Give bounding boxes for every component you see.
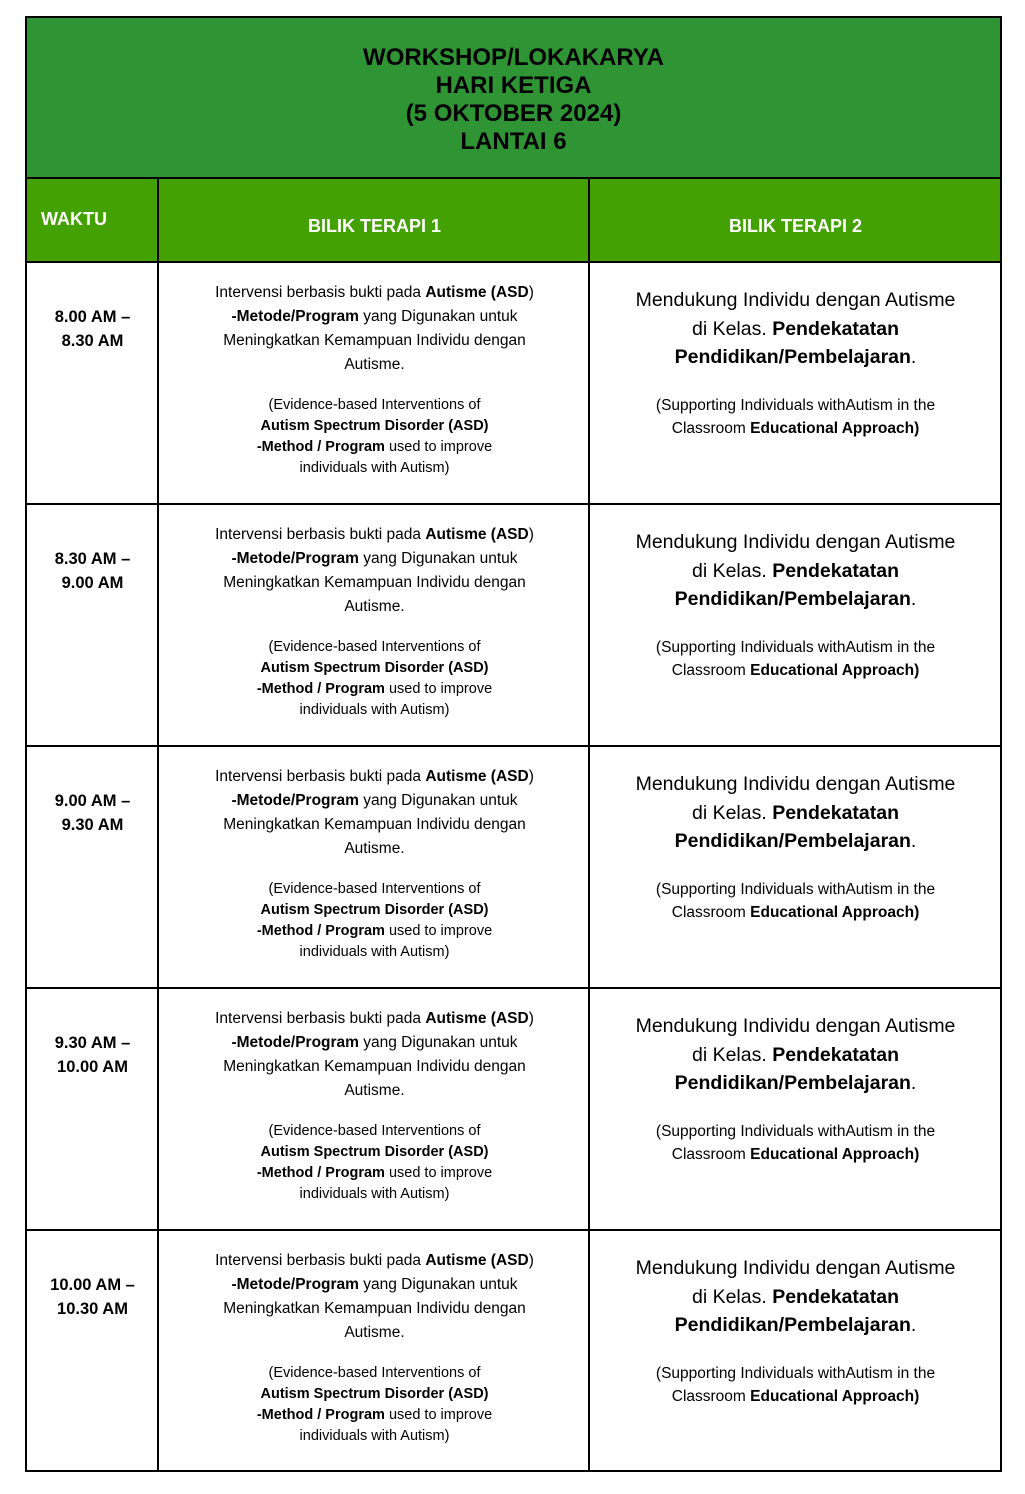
bilik2-text-part: di Kelas. [691,801,773,824]
time-end: 10.30 AM [57,1300,128,1318]
bilik1-text-part: Meningkatkan Kemampuan Individu dengan [223,332,526,349]
time-start: 9.00 AM – [54,792,131,810]
column-divider-1 [157,179,159,1470]
bilik1-text-part: ) [528,1010,534,1027]
time-end: 10.00 AM [57,1058,128,1076]
bilik2-en-part: Classroom [671,1387,751,1405]
bilik2-en-part: Classroom [671,661,751,679]
bilik-terapi-1-cell [160,1231,589,1471]
bilik2-en-part: Classroom [671,903,751,921]
bilik2-en-bold: Educational Approach) [750,1145,920,1163]
bilik1-text-part: yang Digunakan untuk [358,792,518,809]
time-start: 8.00 AM – [54,308,131,326]
bilik1-text-part: Intervensi berbasis bukti pada [215,1252,426,1269]
bilik2-text-bold: Pendekatatan [772,1285,900,1308]
bilik2-text-part: di Kelas. [691,317,773,340]
bilik-terapi-1-cell [160,989,589,1229]
bilik1-en-bold: -Method / Program [256,923,385,939]
bilik2-english-text [591,878,1000,924]
bilik2-text-bold: Pendekatatan [772,801,900,824]
time-cell [27,747,158,987]
bilik1-text-part: yang Digunakan untuk [358,1276,518,1293]
time-start: 8.30 AM – [54,550,131,568]
bilik2-english-text [591,394,1000,440]
bilik1-en-bold: Autism Spectrum Disorder (ASD) [260,1386,489,1402]
time-end: 9.00 AM [61,574,124,592]
bilik1-en-part: (Evidence-based Interventions of [268,639,481,655]
bilik1-english-text [160,879,589,963]
bilik2-en-bold: Educational Approach) [750,903,920,921]
bilik2-text-bold: Pendekatatan [772,1043,900,1066]
bilik2-en-part: Classroom [671,1145,751,1163]
bilik1-en-bold: Autism Spectrum Disorder (ASD) [260,418,489,434]
bilik2-en-part: (Supporting Individuals withAutism in the [655,638,936,656]
bilik1-text-part: Autisme. [344,598,405,615]
title-line-1: WORKSHOP/LOKAKARYA [363,43,664,71]
schedule-table [25,16,1002,1472]
bilik2-indonesian-text [591,1254,1000,1340]
table-row [27,505,1000,747]
bilik1-en-bold: -Method / Program [256,439,385,455]
bilik2-text-part: Mendukung Individu dengan Autisme [635,1015,956,1037]
bilik2-text-part: . [910,830,917,852]
bilik2-text-part: . [910,346,917,368]
bilik1-en-part: individuals with Autism) [299,1428,450,1444]
bilik2-text-part: . [910,588,917,610]
bilik2-indonesian-text [591,1012,1000,1098]
bilik1-en-bold: Autism Spectrum Disorder (ASD) [260,660,489,676]
bilik2-text-bold: Pendidikan/Pembelajaran [674,1314,911,1336]
bilik2-text-bold: Pendidikan/Pembelajaran [674,346,911,368]
time-start: 9.30 AM – [54,1034,131,1052]
header-bilik-terapi-2-label: BILIK TERAPI 2 [728,215,862,236]
bilik1-en-part: used to improve [384,923,493,939]
bilik2-text-part: Mendukung Individu dengan Autisme [635,1257,956,1279]
header-waktu: WAKTU [41,209,107,229]
bilik1-text-bold: -Metode/Program [231,308,359,325]
bilik1-indonesian-text [160,281,589,377]
bilik1-en-bold: Autism Spectrum Disorder (ASD) [260,902,489,918]
bilik1-text-bold: Autisme (ASD [425,526,529,543]
bilik1-en-bold: -Method / Program [256,681,385,697]
bilik1-en-part: (Evidence-based Interventions of [268,397,481,413]
title-line-3: (5 OKTOBER 2024) [405,99,622,127]
bilik1-text-bold: Autisme (ASD [425,1010,529,1027]
bilik1-text-part: Meningkatkan Kemampuan Individu dengan [223,574,526,591]
bilik2-text-part: di Kelas. [691,559,773,582]
bilik2-english-text [591,1362,1000,1408]
title-band [27,18,1000,179]
bilik2-english-text [591,1120,1000,1166]
bilik1-indonesian-text [160,1007,589,1103]
bilik2-text-part: di Kelas. [691,1043,773,1066]
bilik2-en-bold: Educational Approach) [750,419,920,437]
bilik1-text-part: Autisme. [344,356,405,373]
bilik1-text-part: yang Digunakan untuk [358,308,518,325]
table-row [27,747,1000,989]
bilik1-text-part: Intervensi berbasis bukti pada [215,284,426,301]
column-divider-2 [588,179,590,1470]
bilik1-text-part: yang Digunakan untuk [358,1034,518,1051]
bilik-terapi-1-cell [160,505,589,745]
bilik1-text-bold: Autisme (ASD [425,1252,529,1269]
bilik2-english-text [591,636,1000,682]
bilik2-en-part: Classroom [671,419,751,437]
bilik1-en-bold: -Method / Program [256,1165,385,1181]
bilik2-text-bold: Pendidikan/Pembelajaran [674,588,911,610]
header-bilik-terapi-2 [591,179,1000,261]
bilik2-text-part: di Kelas. [691,1285,773,1308]
bilik1-en-part: used to improve [384,1165,493,1181]
table-row [27,1231,1000,1473]
bilik1-text-part: Autisme. [344,840,405,857]
bilik2-en-bold: Educational Approach) [750,1387,920,1405]
bilik1-en-part: (Evidence-based Interventions of [268,1123,481,1139]
bilik1-text-part: Autisme. [344,1082,405,1099]
bilik-terapi-2-cell [591,263,1000,503]
title-line-4: LANTAI 6 [460,127,567,155]
bilik1-text-part: Meningkatkan Kemampuan Individu dengan [223,1300,526,1317]
bilik1-en-part: individuals with Autism) [299,1186,450,1202]
bilik2-text-part: Mendukung Individu dengan Autisme [635,289,956,311]
bilik2-indonesian-text [591,286,1000,372]
bilik1-text-part: ) [528,1252,534,1269]
bilik2-text-bold: Pendekatatan [772,559,900,582]
time-cell [27,989,158,1229]
bilik-terapi-2-cell [591,989,1000,1229]
bilik1-english-text [160,1363,589,1447]
time-cell [27,263,158,503]
bilik1-indonesian-text [160,765,589,861]
bilik1-en-part: individuals with Autism) [299,702,450,718]
bilik1-en-bold: Autism Spectrum Disorder (ASD) [260,1144,489,1160]
bilik1-en-part: used to improve [384,1407,493,1423]
title-line-2: HARI KETIGA [435,71,592,99]
bilik1-text-part: yang Digunakan untuk [358,550,518,567]
bilik2-indonesian-text [591,770,1000,856]
bilik2-indonesian-text [591,528,1000,614]
bilik-terapi-2-cell [591,505,1000,745]
time-end: 9.30 AM [61,816,124,834]
bilik-terapi-2-cell [591,747,1000,987]
bilik1-text-part: ) [528,284,534,301]
bilik1-text-part: Meningkatkan Kemampuan Individu dengan [223,1058,526,1075]
bilik2-text-bold: Pendekatatan [772,317,900,340]
bilik2-en-part: (Supporting Individuals withAutism in the [655,1364,936,1382]
bilik1-indonesian-text [160,1249,589,1345]
bilik1-text-bold: -Metode/Program [231,792,359,809]
header-bilik-terapi-1 [160,179,589,261]
bilik-terapi-1-cell [160,747,589,987]
bilik2-text-bold: Pendidikan/Pembelajaran [674,830,911,852]
bilik2-text-part: Mendukung Individu dengan Autisme [635,531,956,553]
bilik2-en-bold: Educational Approach) [750,661,920,679]
time-end: 8.30 AM [61,332,124,350]
bilik1-en-bold: -Method / Program [256,1407,385,1423]
bilik1-text-bold: Autisme (ASD [425,768,529,785]
header-row [27,179,1000,263]
bilik1-text-part: Meningkatkan Kemampuan Individu dengan [223,816,526,833]
bilik1-text-bold: -Metode/Program [231,1034,359,1051]
bilik1-text-part: ) [528,526,534,543]
bilik2-text-bold: Pendidikan/Pembelajaran [674,1072,911,1094]
bilik1-en-part: used to improve [384,439,493,455]
bilik2-text-part: . [910,1072,917,1094]
time-cell [27,1231,158,1471]
bilik1-text-part: Autisme. [344,1324,405,1341]
bilik1-indonesian-text [160,523,589,619]
time-start: 10.00 AM – [50,1276,135,1294]
bilik2-en-part: (Supporting Individuals withAutism in the [655,1122,936,1140]
bilik1-text-bold: -Metode/Program [231,1276,359,1293]
bilik1-text-part: Intervensi berbasis bukti pada [215,526,426,543]
bilik1-text-part: ) [528,768,534,785]
table-row [27,989,1000,1231]
bilik1-en-part: individuals with Autism) [299,944,450,960]
bilik2-text-part: Mendukung Individu dengan Autisme [635,773,956,795]
bilik2-en-part: (Supporting Individuals withAutism in the [655,396,936,414]
bilik1-en-part: (Evidence-based Interventions of [268,881,481,897]
bilik1-english-text [160,395,589,479]
bilik-terapi-1-cell [160,263,589,503]
bilik1-english-text [160,1121,589,1205]
header-bilik-terapi-1-label: BILIK TERAPI 1 [307,215,441,236]
bilik1-text-bold: Autisme (ASD [425,284,529,301]
bilik1-en-part: (Evidence-based Interventions of [268,1365,481,1381]
bilik1-en-part: individuals with Autism) [299,460,450,476]
bilik1-en-part: used to improve [384,681,493,697]
bilik-terapi-2-cell [591,1231,1000,1471]
bilik2-text-part: . [910,1314,917,1336]
bilik1-text-part: Intervensi berbasis bukti pada [215,768,426,785]
bilik1-text-bold: -Metode/Program [231,550,359,567]
bilik2-en-part: (Supporting Individuals withAutism in the [655,880,936,898]
bilik1-english-text [160,637,589,721]
bilik1-text-part: Intervensi berbasis bukti pada [215,1010,426,1027]
table-row [27,263,1000,505]
time-cell [27,505,158,745]
